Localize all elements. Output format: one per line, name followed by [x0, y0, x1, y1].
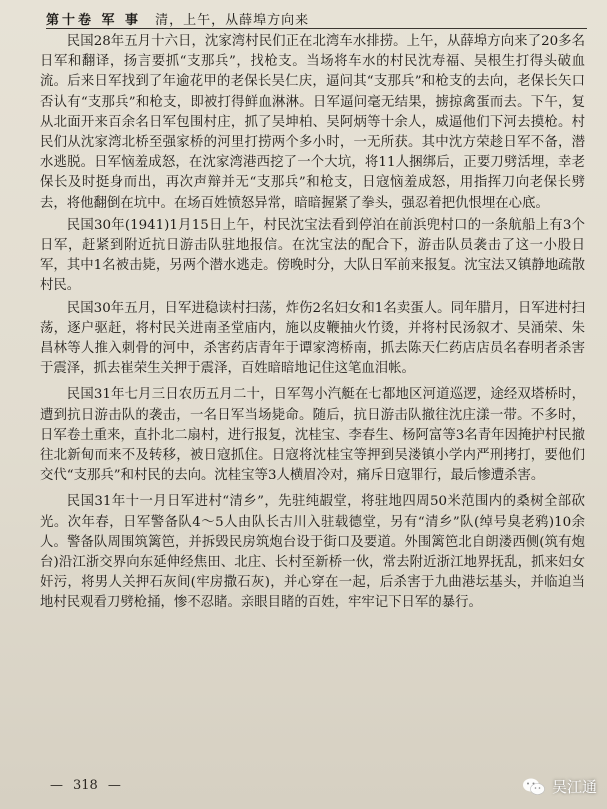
- page-body: [40, 32, 585, 757]
- footer-dash-left: —: [50, 778, 63, 793]
- paragraph: 民国31年七月三日农历五月二十，日军驾小汽艇在七都地区河道巡逻，途经双塔桥时，遭到抗日游击队的袭击，一名日军当场毙命。随后，抗日游击队撤往沈庄漾一带。不多时，日军卷土重来，直扑北二扇村，进行报复，沈桂宝、李春生、杨阿富等3名青年因掩护村民撤往北新甸而来不及转移，被日寇抓住。日寇将沈桂宝等押到吴溇镇小学内严刑拷打，要他们交代“支那兵”和村民的去向。沈桂宝等3人横眉冷对，痛斥日寇罪行，最后惨遭杀害。: [40, 387, 585, 484]
- page-number: 318: [73, 778, 98, 793]
- watermark-text: 吴江通: [551, 778, 597, 796]
- footer-dash-right: —: [107, 778, 121, 793]
- paragraph: 民国30年五月，日军进稳读村扫荡，炸伤2名妇女和1名卖蛋人。同年腊月，日军进村扫荡，逐户驱赶，将村民关进南圣堂庙内，施以皮鞭抽火竹烫，并将村民汤叙才、吴涌荣、朱昌林等人推入刺骨的河中，杀害药店青年于谭家湾桥南，抓去陈天仁药店店员名春明者杀害于震泽，抓去崔荣生关押于震泽，百姓暗暗地记住这笔血泪帐。: [40, 300, 585, 377]
- watermark: [522, 776, 597, 797]
- paragraph: 民国30年(1941)1月15日上午，村民沈宝法看到停泊在前浜兜村口的一条航船上有3个日军，赶紧到附近抗日游击队驻地报信。在沈宝法的配合下，游击队员袭击了这一小股日军，其中1名被击毙，另两个潜水逃走。傍晚时分，大队日军前来报复。沈宝法又镇静地疏散村民。: [40, 217, 585, 294]
- page-footer: [50, 778, 121, 793]
- paragraph: 民国28年五月十六日，沈家湾村民们正在北湾车水排捞。上午，从薛埠方向来了20多名日军和翻译，扬言要抓“支那兵”，找枪支。当场将车水的村民沈寿福、吴根生打得头破血流。后来日军找到了年逾花甲的老保长吴仁庆，逼问其“支那兵”和枪支的去向，老保长矢口否认有“支那兵”和枪支，即被打得鲜血淋淋。日军逼问毫无结果，掳掠禽蛋而去。下午，复从北面开来百余名日军包围村庄，抓了吴坤柏、吴阿炳等十余人，威逼他们下河去摸枪。村民们从沈家湾北桥至强家桥的河里打捞两个多小时，一无所获。其中沈方荣趁日军不备，潜水逃脱。日军恼羞成怒，在沈家湾港西挖了一个大坑，将11人捆绑后，正要刀劈活埋，幸老保长及时挺身而出，再次声辩并无“支那兵”和枪支，日寇恼羞成怒，用指挥刀向老保长劈去，将他翻倒在坑中。在场百姓愤怒异常，暗暗握紧了拳头，强忍着把仇恨埋在心底。: [40, 34, 585, 211]
- chapter-title: 第十卷 军 事: [46, 13, 142, 28]
- page-header: [46, 6, 587, 29]
- header-running-text: 清，上午，从薛埠方向来: [155, 13, 310, 28]
- wechat-icon: [522, 777, 546, 797]
- paragraph: 民国31年十一月日军进村“清乡”，先驻纯嘏堂，将驻地四周50米范围内的桑树全部砍光。次年春，日军警备队4～5人由队长古川入驻载德堂，另有“清乡”队(绰号臭老鸦)10余人。警备队周围筑篱笆，并拆毁民房筑炮台设于街口及要道。外围篱笆北自朗溇西侧(筑有炮台)沿江浙交界向东延伸经焦田、北庄、长村至新桥一伙，常去附近浙江地界抚乱，抓来妇女奸污，将男人关押石灰间(牢房撒石灰)，并心穿在一起，后杀害于九曲港坛基头，并临迫当地村民观看刀劈枪捅，惨不忍睹。亲眼目睹的百姓，牢牢记下日军的暴行。: [40, 494, 585, 611]
